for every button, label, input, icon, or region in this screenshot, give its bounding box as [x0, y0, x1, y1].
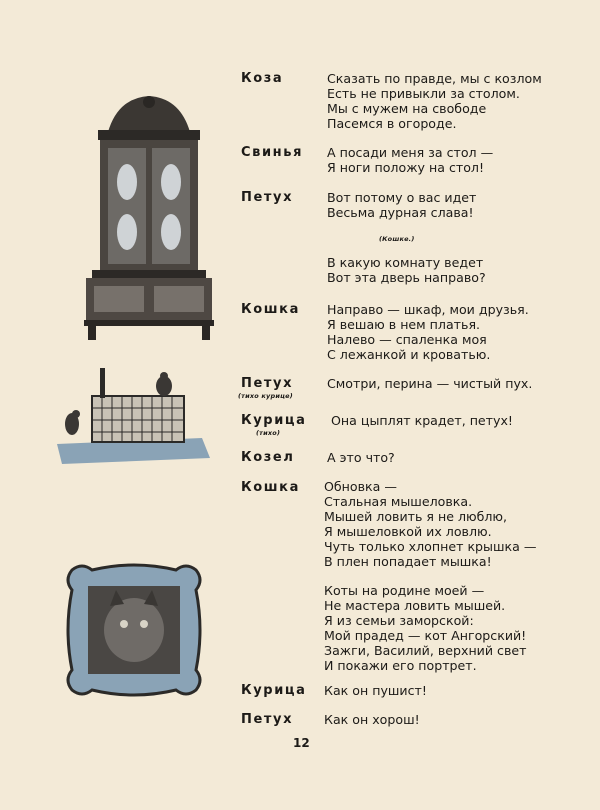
speaker-name: Козел — [241, 450, 295, 465]
speaker-name: Кошка — [241, 302, 300, 317]
mousetrap-illustration — [52, 366, 214, 466]
speech-line: Стальная мышеловка. — [324, 494, 473, 509]
speech-lines — [324, 583, 527, 673]
page-number: 12 — [293, 736, 310, 750]
speaker-name: Курица — [241, 683, 307, 698]
stage-direction: (тихо курице) — [238, 392, 293, 400]
speech-line: Я мышеловкой их ловлю. — [324, 524, 492, 539]
speech-line: Направо — шкаф, мои друзья. — [327, 302, 529, 317]
speech-line: Мой прадед — кот Ангорский! — [324, 628, 527, 643]
speech-line: И покажи его портрет. — [324, 658, 477, 673]
speech-lines — [327, 145, 493, 175]
speech-lines — [327, 302, 529, 362]
speaker-name: Кошка — [241, 480, 300, 495]
speech-line: Как он хорош! — [324, 712, 420, 727]
speech-line: Мы с мужем на свободе — [327, 101, 487, 116]
speech-line: Вот потому о вас идет — [327, 190, 477, 205]
speech-line: Сказать по правде, мы с козлом — [327, 71, 542, 86]
speech-line: Чуть только хлопнет крышка — — [324, 539, 537, 554]
speech-line: Мышей ловить я не люблю, — [324, 509, 508, 524]
speech-lines — [327, 255, 486, 285]
speech-line: А это что? — [327, 450, 395, 465]
speech-line: Коты на родине моей — — [324, 583, 485, 598]
speaker-name: Свинья — [241, 145, 304, 160]
speaker-name: Коза — [241, 71, 284, 86]
stage-direction: (тихо) — [256, 429, 281, 437]
speech-line: Зажги, Василий, верхний свет — [324, 643, 527, 658]
cat-portrait-illustration — [62, 560, 206, 700]
speech-line: Вот эта дверь направо? — [327, 270, 486, 285]
speaker-name: Петух — [241, 376, 294, 391]
speech-line: Смотри, перина — чистый пух. — [327, 376, 533, 391]
speech-line: С лежанкой и кроватью. — [327, 347, 491, 362]
wardrobe-illustration — [78, 92, 220, 342]
speech-line: В плен попадает мышка! — [324, 554, 492, 569]
speech-line: Весьма дурная слава! — [327, 205, 474, 220]
speech-line: Не мастера ловить мышей. — [324, 598, 506, 613]
speech-lines — [324, 479, 536, 569]
stage-direction: (Кошке.) — [379, 235, 415, 243]
speech-line: Налево — спаленка моя — [327, 332, 487, 347]
speaker-name: Курица — [241, 413, 307, 428]
speech-line: Я ноги положу на стол! — [327, 160, 485, 175]
speech-line: Она цыплят крадет, петух! — [331, 413, 513, 428]
speech-lines — [327, 190, 476, 220]
speech-line: А посади меня за стол — — [327, 145, 494, 160]
speaker-name: Петух — [241, 712, 294, 727]
speech-line: Я из семьи заморской: — [324, 613, 474, 628]
speech-line: Обновка — — [324, 479, 397, 494]
speaker-name: Петух — [241, 190, 294, 205]
speech-line: Я вешаю в нем платья. — [327, 317, 481, 332]
speech-line: Есть не привыкли за столом. — [327, 86, 520, 101]
speech-lines — [327, 71, 542, 131]
speech-line: В какую комнату ведет — [327, 255, 484, 270]
speech-line: Как он пушист! — [324, 683, 427, 698]
speech-line: Пасемся в огороде. — [327, 116, 457, 131]
